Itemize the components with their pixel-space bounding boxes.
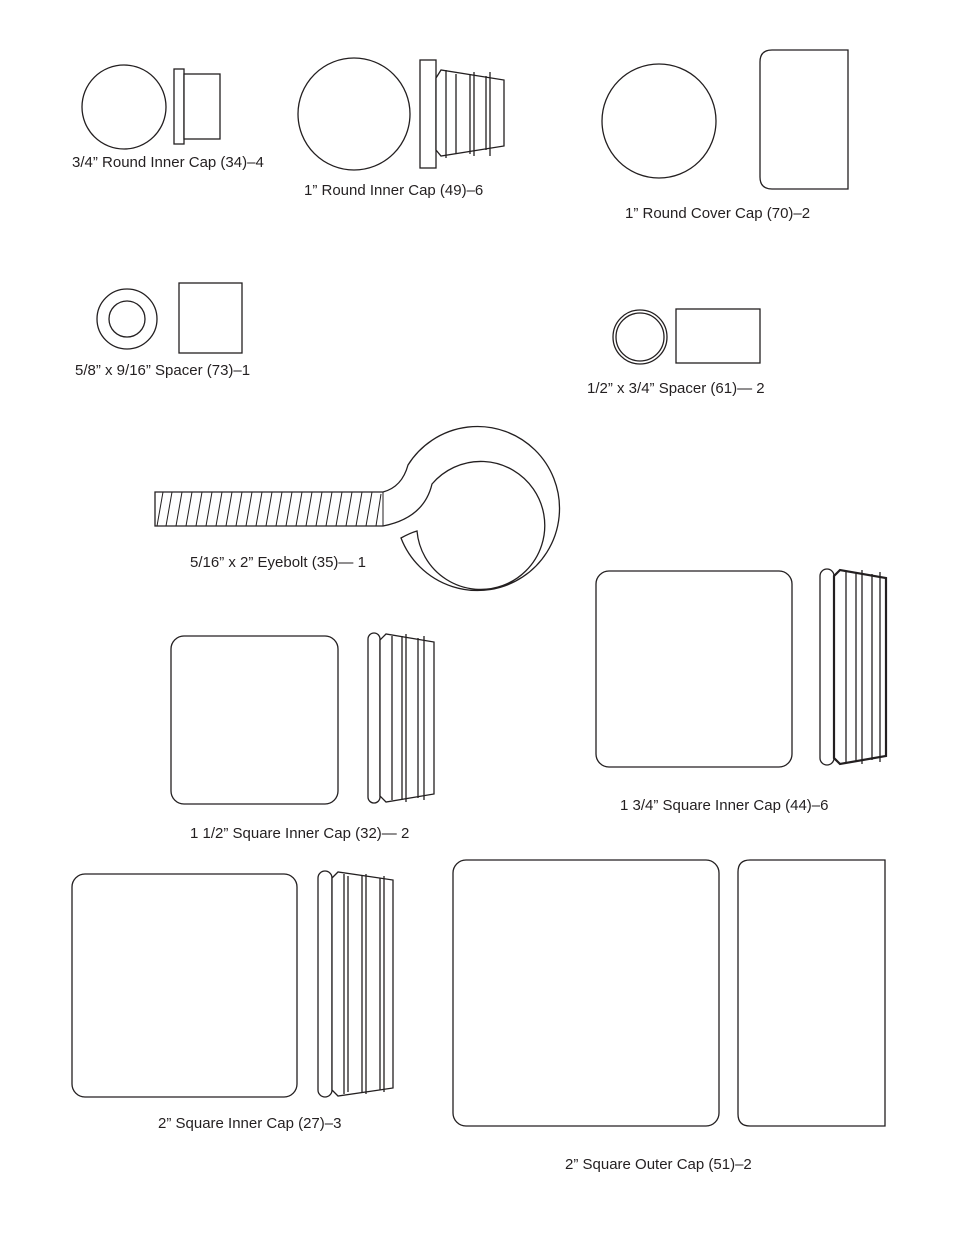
round-cover-cap-70-drawing [602,50,848,189]
square-inner-cap-27-label: 2” Square Inner Cap (27)–3 [158,1115,342,1132]
square-outer-cap-51-drawing [453,860,885,1126]
spacer-73-drawing [97,283,242,353]
round-cover-cap-70-label: 1” Round Cover Cap (70)–2 [625,205,811,222]
round-inner-cap-34-drawing [82,65,220,149]
spacer-73-label: 5/8” x 9/16” Spacer (73)–1 [75,362,251,379]
square-inner-cap-27-drawing [72,871,393,1097]
eyebolt-35-label: 5/16” x 2” Eyebolt (35)— 1 [190,554,366,571]
square-inner-cap-44-label: 1 3/4” Square Inner Cap (44)–6 [620,797,829,814]
square-outer-cap-51-label: 2” Square Outer Cap (51)–2 [565,1156,752,1173]
spacer-61-label: 1/2” x 3/4” Spacer (61)— 2 [587,380,765,397]
spacer-61-drawing [613,309,760,364]
square-inner-cap-44-drawing [596,569,886,767]
round-inner-cap-34-label: 3/4” Round Inner Cap (34)–4 [72,154,264,171]
square-inner-cap-32-label: 1 1/2” Square Inner Cap (32)— 2 [190,825,410,842]
round-inner-cap-49-drawing [298,58,504,170]
round-inner-cap-49-label: 1” Round Inner Cap (49)–6 [304,182,484,199]
square-inner-cap-32-drawing [171,633,434,804]
